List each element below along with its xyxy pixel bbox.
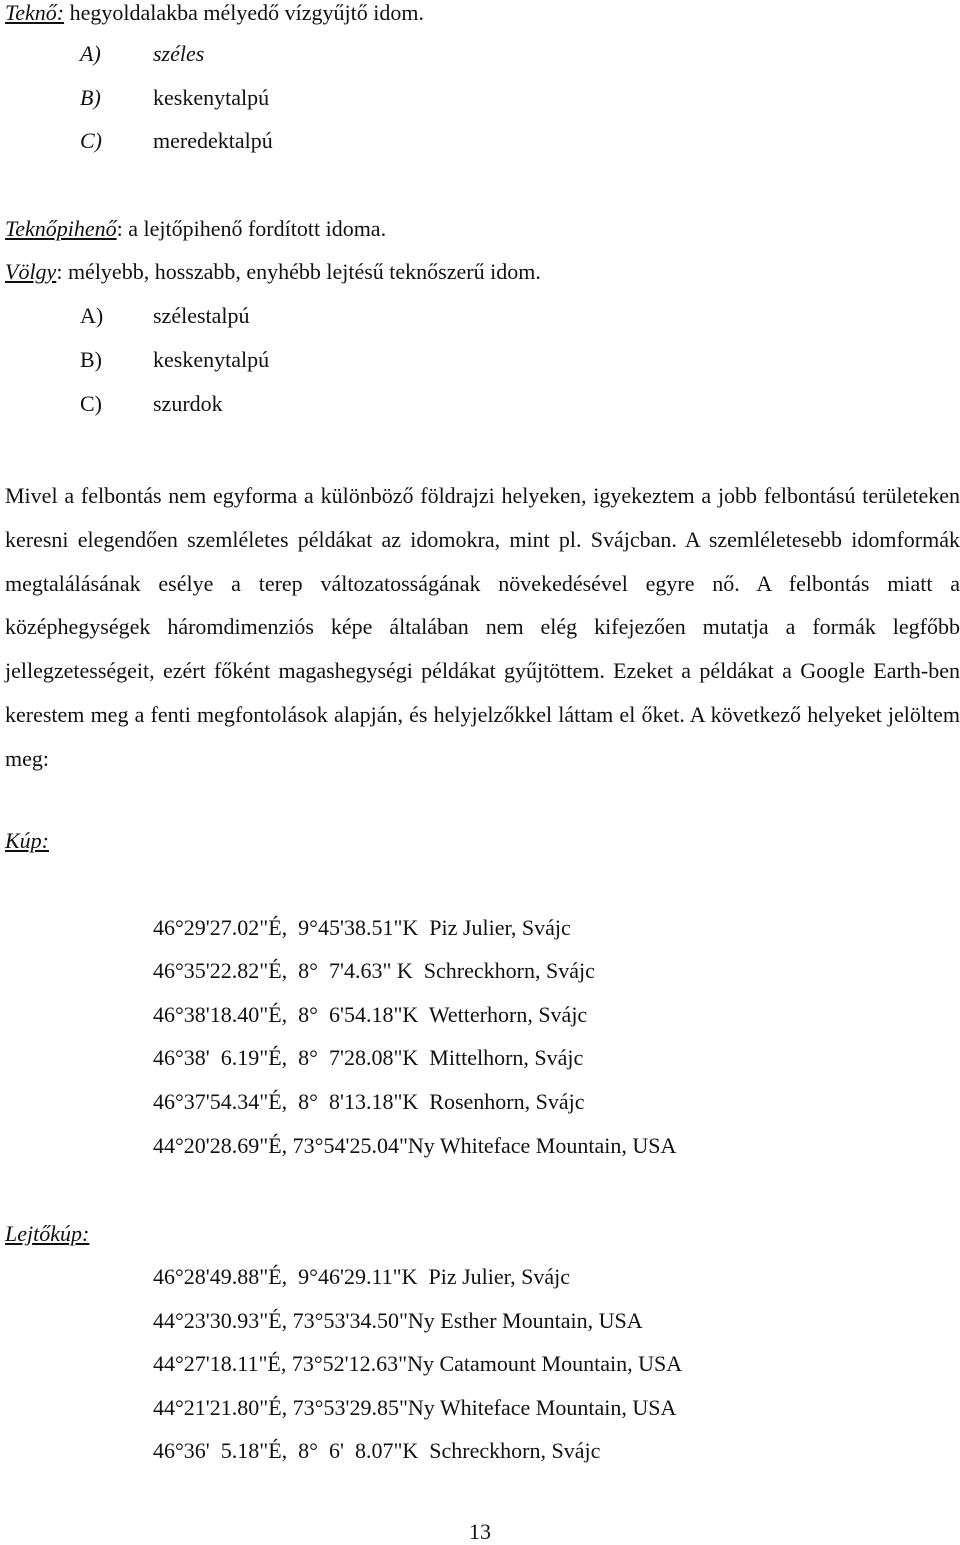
lejtokup-coord-row: 44°21'21.80"É, 73°53'29.85"Ny Whiteface Mountain, USA: [153, 1395, 677, 1420]
volgy-definition: [5, 259, 541, 285]
kup-coord-row: 46°38' 6.19"É, 8° 7'28.08"K Mittelhorn, Svájc: [153, 1045, 584, 1070]
body-paragraph: Mivel a felbontás nem egyforma a különböző földrajzi helyeken, igyekeztem a jobb felbontású területeken keresni elegendően szemléletes példákat az idomokra, mint pl. Svájcban. A szemléletesebb idomformák megtalálásának esélye a terep változatosságának növekedésével egyre nő. A felbontás miatt a középhegységek háromdimenziós képe általában nem elég kifejezően mutatja a formák legfőbb jellegzetességeit, ezért főként magashegységi példákat gyűjtöttem. Ezeket a példákat a Google Earth-ben kerestem meg a fenti megfontolások alapján, és helyjelzőkkel láttam el őket. A következő helyeket jelöltem meg:: [5, 483, 960, 771]
tekno-item-a-letter: A): [80, 41, 101, 66]
lejtokup-coord-row: 46°28'49.88"É, 9°46'29.11"K Piz Julier, Svájc: [153, 1264, 570, 1289]
lejtokup-heading: Lejtőkúp:: [5, 1221, 90, 1246]
volgy-term: Völgy: [5, 259, 57, 284]
tekno-text: hegyoldalakba mélyedő vízgyűjtő idom.: [64, 0, 424, 25]
lejtokup-coord-row: 44°23'30.93"É, 73°53'34.50"Ny Esther Mountain, USA: [153, 1308, 643, 1333]
volgy-text: : mélyebb, hosszabb, enyhébb lejtésű teknőszerű idom.: [56, 259, 541, 284]
tekno-item-b-text: keskenytalpú: [153, 85, 270, 110]
volgy-item-b-text: keskenytalpú: [153, 347, 270, 372]
teknopiheno-text: : a lejtőpihenő fordított idoma.: [116, 216, 387, 241]
tekno-item-b-letter: B): [80, 85, 101, 110]
kup-coord-row: 46°29'27.02"É, 9°45'38.51"K Piz Julier, Svájc: [153, 915, 571, 940]
lejtokup-coord-row: 46°36' 5.18"É, 8° 6' 8.07"K Schreckhorn, Svájc: [153, 1438, 601, 1463]
tekno-item-c-text: meredektalpú: [153, 128, 273, 153]
teknopiheno-term: Teknőpihenő: [5, 216, 117, 241]
page-number: 13: [469, 1519, 491, 1544]
kup-coord-row: 46°37'54.34"É, 8° 8'13.18"K Rosenhorn, Svájc: [153, 1089, 585, 1114]
teknopiheno-definition: [5, 216, 386, 242]
kup-coord-row: 46°38'18.40"É, 8° 6'54.18"K Wetterhorn, Svájc: [153, 1002, 588, 1027]
kup-coord-row: 44°20'28.69"É, 73°54'25.04"Ny Whiteface Mountain, USA: [153, 1133, 677, 1158]
tekno-definition: [5, 0, 424, 26]
volgy-item-a-letter: A): [80, 303, 104, 328]
volgy-item-c-letter: C): [80, 391, 102, 416]
volgy-item-b-letter: B): [80, 347, 102, 372]
lejtokup-coord-row: 44°27'18.11"É, 73°52'12.63"Ny Catamount Mountain, USA: [153, 1351, 683, 1376]
kup-heading: Kúp:: [5, 828, 49, 853]
volgy-item-c-text: szurdok: [153, 391, 223, 416]
volgy-item-a-text: szélestalpú: [153, 303, 250, 328]
tekno-item-a-text: széles: [153, 41, 205, 66]
tekno-item-c-letter: C): [80, 128, 102, 153]
kup-coord-row: 46°35'22.82"É, 8° 7'4.63" K Schreckhorn, Svájc: [153, 958, 595, 983]
tekno-term: Teknő:: [5, 0, 65, 25]
